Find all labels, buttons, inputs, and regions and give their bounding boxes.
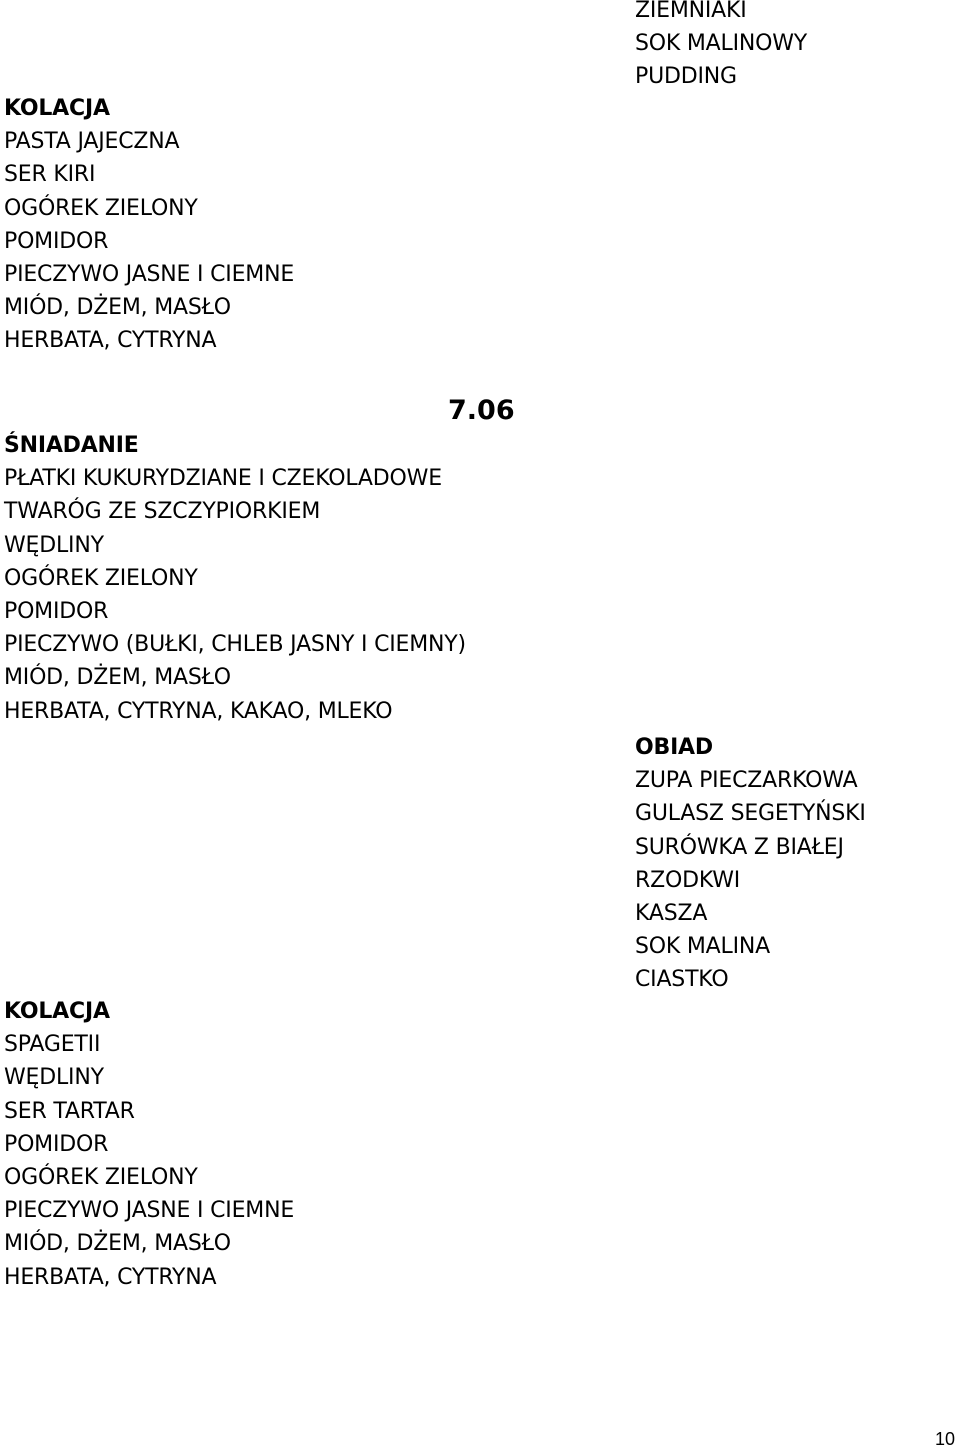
- menu-item: POMIDOR: [4, 598, 109, 624]
- menu-item: OGÓREK ZIELONY: [4, 195, 198, 221]
- menu-item: MIÓD, DŻEM, MASŁO: [4, 1231, 231, 1257]
- menu-item: SPAGETII: [4, 1032, 101, 1058]
- menu-item: HERBATA, CYTRYNA: [4, 1264, 217, 1290]
- menu-item: MIÓD, DŻEM, MASŁO: [4, 665, 231, 691]
- menu-item: POMIDOR: [4, 228, 109, 254]
- menu-item: KASZA: [635, 900, 708, 926]
- breakfast-heading: ŚNIADANIE: [4, 433, 139, 458]
- menu-item: PŁATKI KUKURYDZIANE I CZEKOLADOWE: [4, 466, 442, 492]
- menu-item: HERBATA, CYTRYNA: [4, 328, 217, 354]
- menu-item: PIECZYWO JASNE I CIEMNE: [4, 1198, 295, 1224]
- menu-item: SER TARTAR: [4, 1098, 135, 1124]
- date-heading: 7.06: [448, 395, 515, 426]
- menu-item: SOK MALINA: [635, 934, 770, 960]
- dinner-heading: KOLACJA: [4, 96, 110, 121]
- menu-item: CIASTKO: [635, 967, 729, 993]
- menu-item: GULASZ SEGETYŃSKI: [635, 801, 866, 827]
- dinner-menu-1: [4, 92, 294, 358]
- top-right-menu-list: [635, 0, 807, 94]
- dinner-menu-2: [4, 995, 294, 1294]
- menu-item: ZIEMNIAKI: [635, 0, 747, 23]
- menu-item: TWARÓG ZE SZCZYPIORKIEM: [4, 499, 321, 525]
- menu-item: PUDDING: [635, 64, 737, 90]
- menu-item: PASTA JAJECZNA: [4, 129, 180, 155]
- menu-item: MIÓD, DŻEM, MASŁO: [4, 295, 231, 321]
- lunch-heading: OBIAD: [635, 735, 713, 760]
- lunch-menu: [635, 731, 866, 997]
- breakfast-menu: [4, 429, 466, 728]
- page-number: 10: [935, 1429, 956, 1449]
- menu-item: SOK MALINOWY: [635, 31, 808, 57]
- menu-item: ZUPA PIECZARKOWA: [635, 768, 858, 794]
- menu-item: OGÓREK ZIELONY: [4, 1164, 198, 1190]
- dinner-heading: KOLACJA: [4, 999, 110, 1024]
- menu-item: HERBATA, CYTRYNA, KAKAO, MLEKO: [4, 698, 393, 724]
- menu-item: RZODKWI: [635, 867, 741, 893]
- menu-item: WĘDLINY: [4, 532, 104, 558]
- menu-item: SURÓWKA Z BIAŁEJ: [635, 834, 844, 860]
- menu-item: WĘDLINY: [4, 1065, 104, 1091]
- menu-item: SER KIRI: [4, 162, 96, 188]
- menu-item: PIECZYWO JASNE I CIEMNE: [4, 261, 295, 287]
- menu-item: OGÓREK ZIELONY: [4, 565, 198, 591]
- menu-item: PIECZYWO (BUŁKI, CHLEB JASNY I CIEMNY): [4, 632, 466, 658]
- menu-item: POMIDOR: [4, 1131, 109, 1157]
